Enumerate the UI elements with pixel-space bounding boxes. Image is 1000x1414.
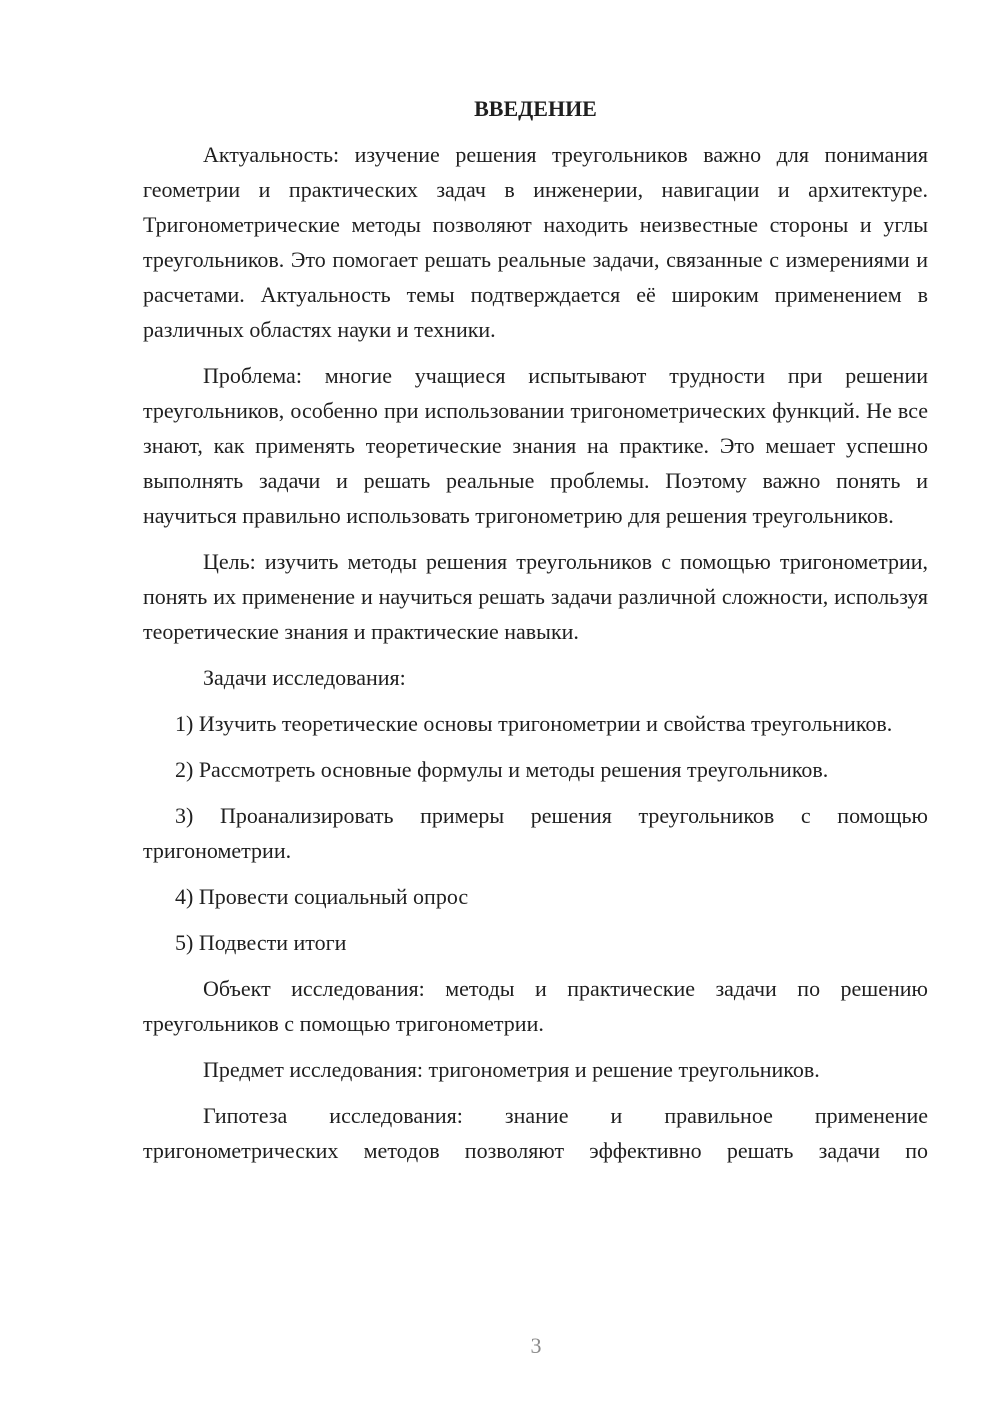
- paragraph-relevance: Актуальность: изучение решения треугольников важно для понимания геометрии и практических задач в инженерии, навигации и архитектуре. Тригонометрические методы позволяют находить неизвестные стороны и углы треугольников. Это помогает решать реальные задачи, связанные с измерениями и расчетами. Актуальность темы подтверждается её широким применением в различных областях науки и техники.: [143, 142, 928, 342]
- paragraph-goal: Цель: изучить методы решения треугольников с помощью тригонометрии, понять их применение и научиться решать задачи различной сложности, используя теоретические знания и практические навыки.: [143, 549, 928, 644]
- paragraph-object: Объект исследования: методы и практические задачи по решению треугольников с помощью тригонометрии.: [143, 976, 928, 1036]
- task-item-5: 5) Подвести итоги: [175, 930, 347, 955]
- task-item-3: 3) Проанализировать примеры решения треугольников с помощью тригонометрии.: [143, 803, 928, 863]
- section-heading: ВВЕДЕНИЕ: [474, 96, 597, 121]
- paragraph-subject: Предмет исследования: тригонометрия и решение треугольников.: [203, 1057, 820, 1082]
- document-page: [143, 94, 928, 1179]
- paragraph-hypothesis: Гипотеза исследования: знание и правильное применение тригонометрических методов позволяют эффективно решать задачи по: [143, 1103, 928, 1163]
- task-item-1: 1) Изучить теоретические основы тригонометрии и свойства треугольников.: [175, 711, 893, 736]
- task-item-2: 2) Рассмотреть основные формулы и методы решения треугольников.: [175, 757, 829, 782]
- paragraph-problem: Проблема: многие учащиеся испытывают трудности при решении треугольников, особенно при использовании тригонометрических функций. Не все знают, как применять теоретические знания на практике. Это мешает успешно выполнять задачи и решать реальные проблемы. Поэтому важно понять и научиться правильно использовать тригонометрию для решения треугольников.: [143, 363, 928, 528]
- paragraph-tasks-heading: Задачи исследования:: [203, 665, 406, 690]
- task-item-4: 4) Провести социальный опрос: [175, 884, 469, 909]
- page-number: 3: [530, 1333, 542, 1358]
